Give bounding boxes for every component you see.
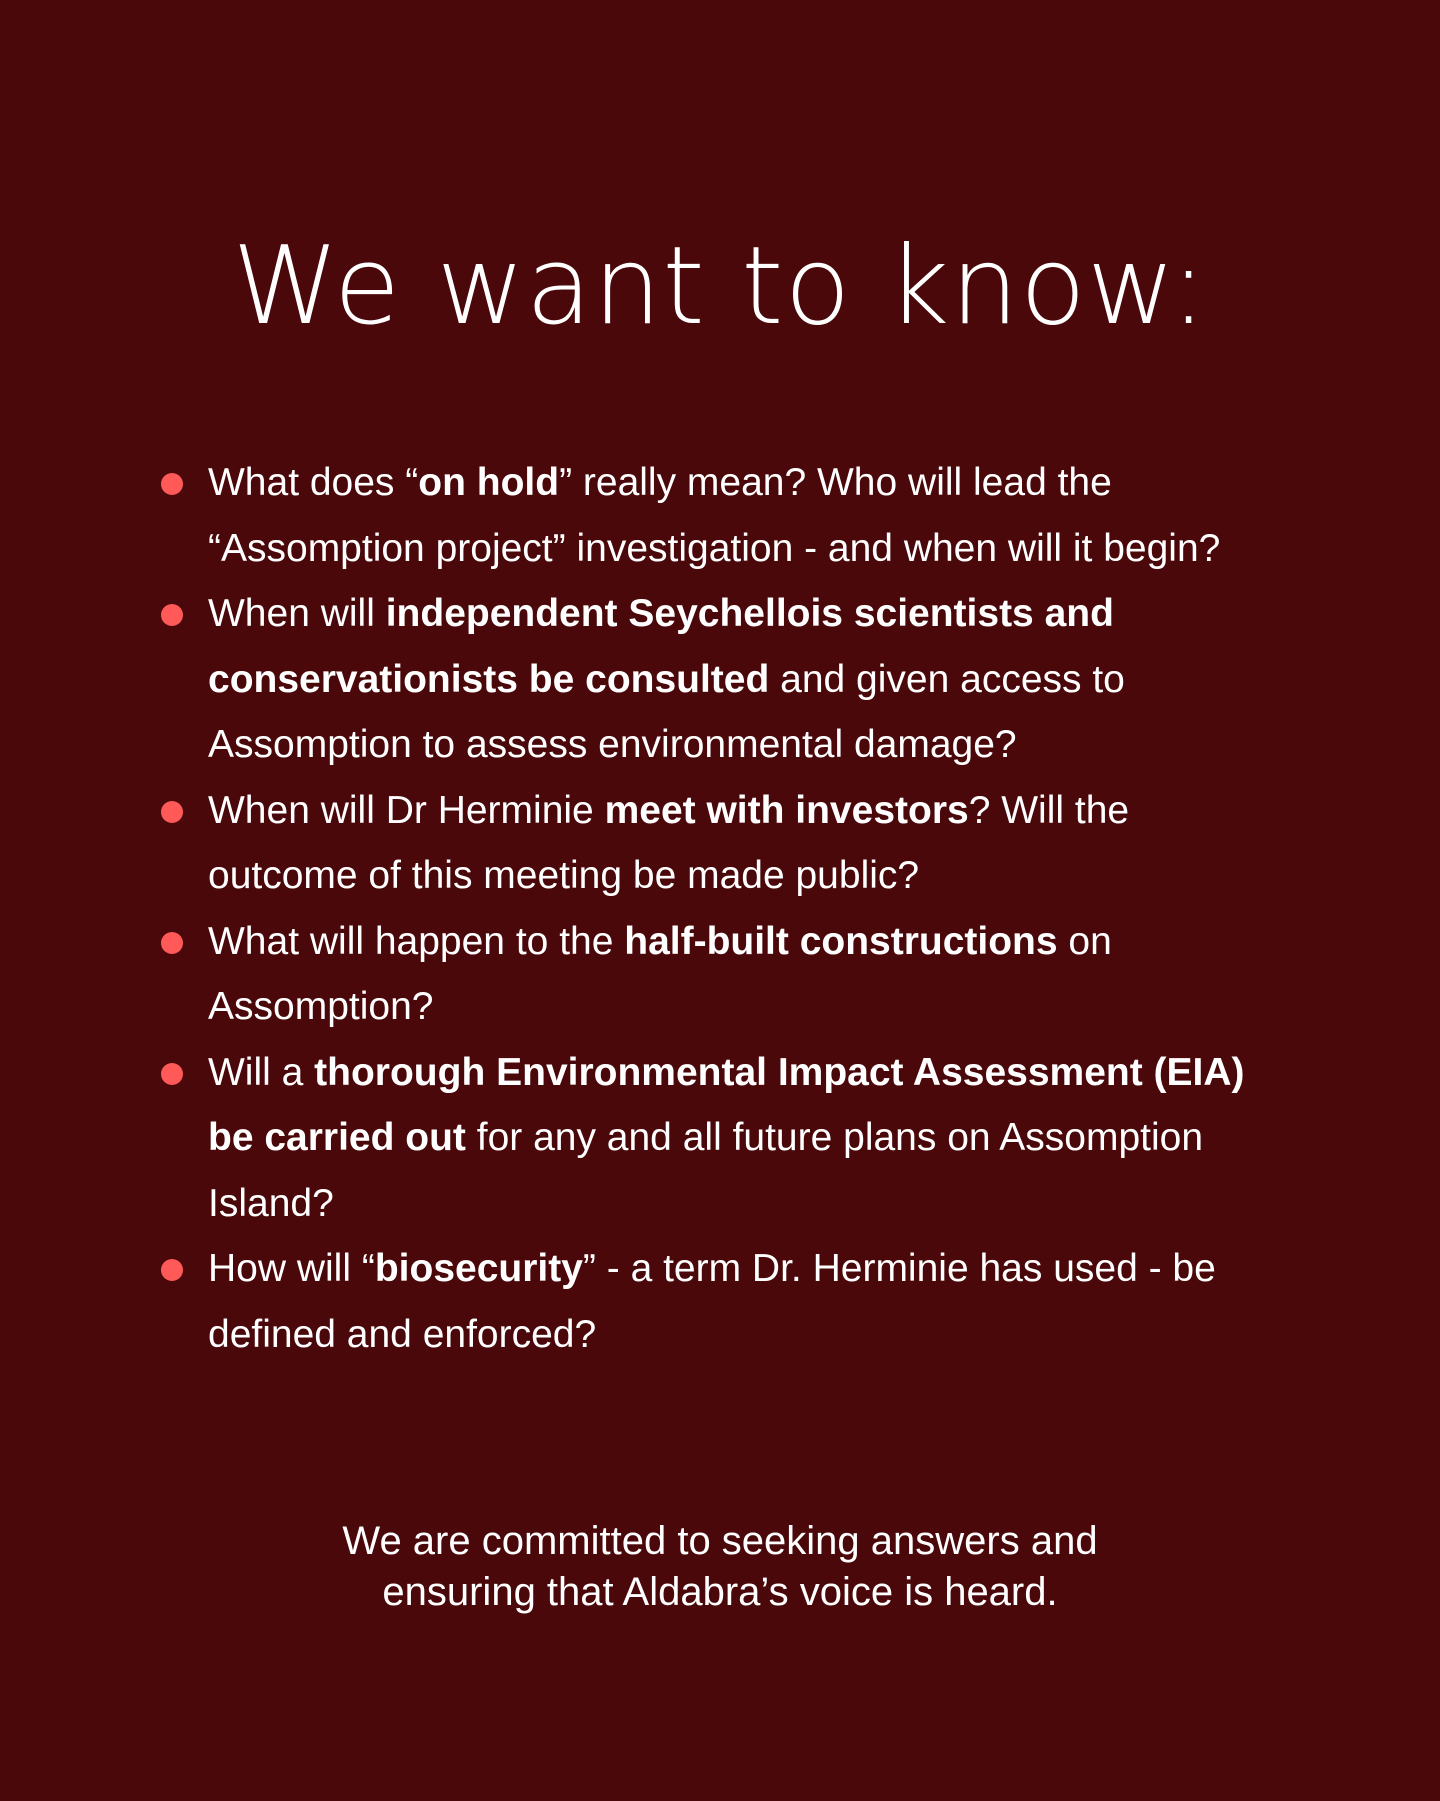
emphasis: meet with investors [604, 788, 969, 832]
question-text: How will “biosecurity” - a term Dr. Herminie has used - be defined and enforced? [208, 1247, 1216, 1356]
emphasis: on hold [418, 461, 560, 504]
bullet-dot-icon [161, 1259, 183, 1281]
bullet-dot-icon [161, 473, 183, 495]
bullet-dot-icon [161, 801, 183, 823]
list-item [156, 1040, 1286, 1237]
list-item [156, 581, 1286, 778]
closing-statement [0, 1516, 1440, 1618]
list-item [156, 1236, 1286, 1367]
question-text: What will happen to the half-built constructions on Assomption? [208, 919, 1112, 1028]
emphasis: independent Seychellois scientists and conservationists be consulted [208, 592, 1114, 701]
question-text: What does “on hold” really mean? Who will lead the “Assomption project” investigation - and when will it begin? [208, 461, 1221, 570]
list-item [156, 450, 1286, 581]
emphasis: biosecurity [374, 1247, 583, 1290]
question-text: When will Dr Herminie meet with investors? Will the outcome of this meeting be made public? [208, 788, 1130, 897]
emphasis: half-built constructions [624, 919, 1058, 963]
bullet-dot-icon [161, 1063, 183, 1085]
closing-line-1: We are committed to seeking answers and [342, 1519, 1098, 1563]
list-item [156, 778, 1286, 909]
bullet-dot-icon [161, 932, 183, 954]
bullet-dot-icon [161, 604, 183, 626]
questions-list [156, 450, 1286, 1367]
emphasis: thorough Environmental Impact Assessment (EIA) be carried out [208, 1050, 1245, 1159]
list-item [156, 909, 1286, 1040]
question-text: Will a thorough Environmental Impact Assessment (EIA) be carried out for any and all future plans on Assomption Island? [208, 1050, 1245, 1225]
closing-line-2: ensuring that Aldabra’s voice is heard. [382, 1570, 1058, 1614]
page-title: We want to know: [232, 224, 1208, 349]
question-text: When will independent Seychellois scientists and conservationists be consulted and given access to Assomption to assess environmental damage? [208, 592, 1125, 766]
